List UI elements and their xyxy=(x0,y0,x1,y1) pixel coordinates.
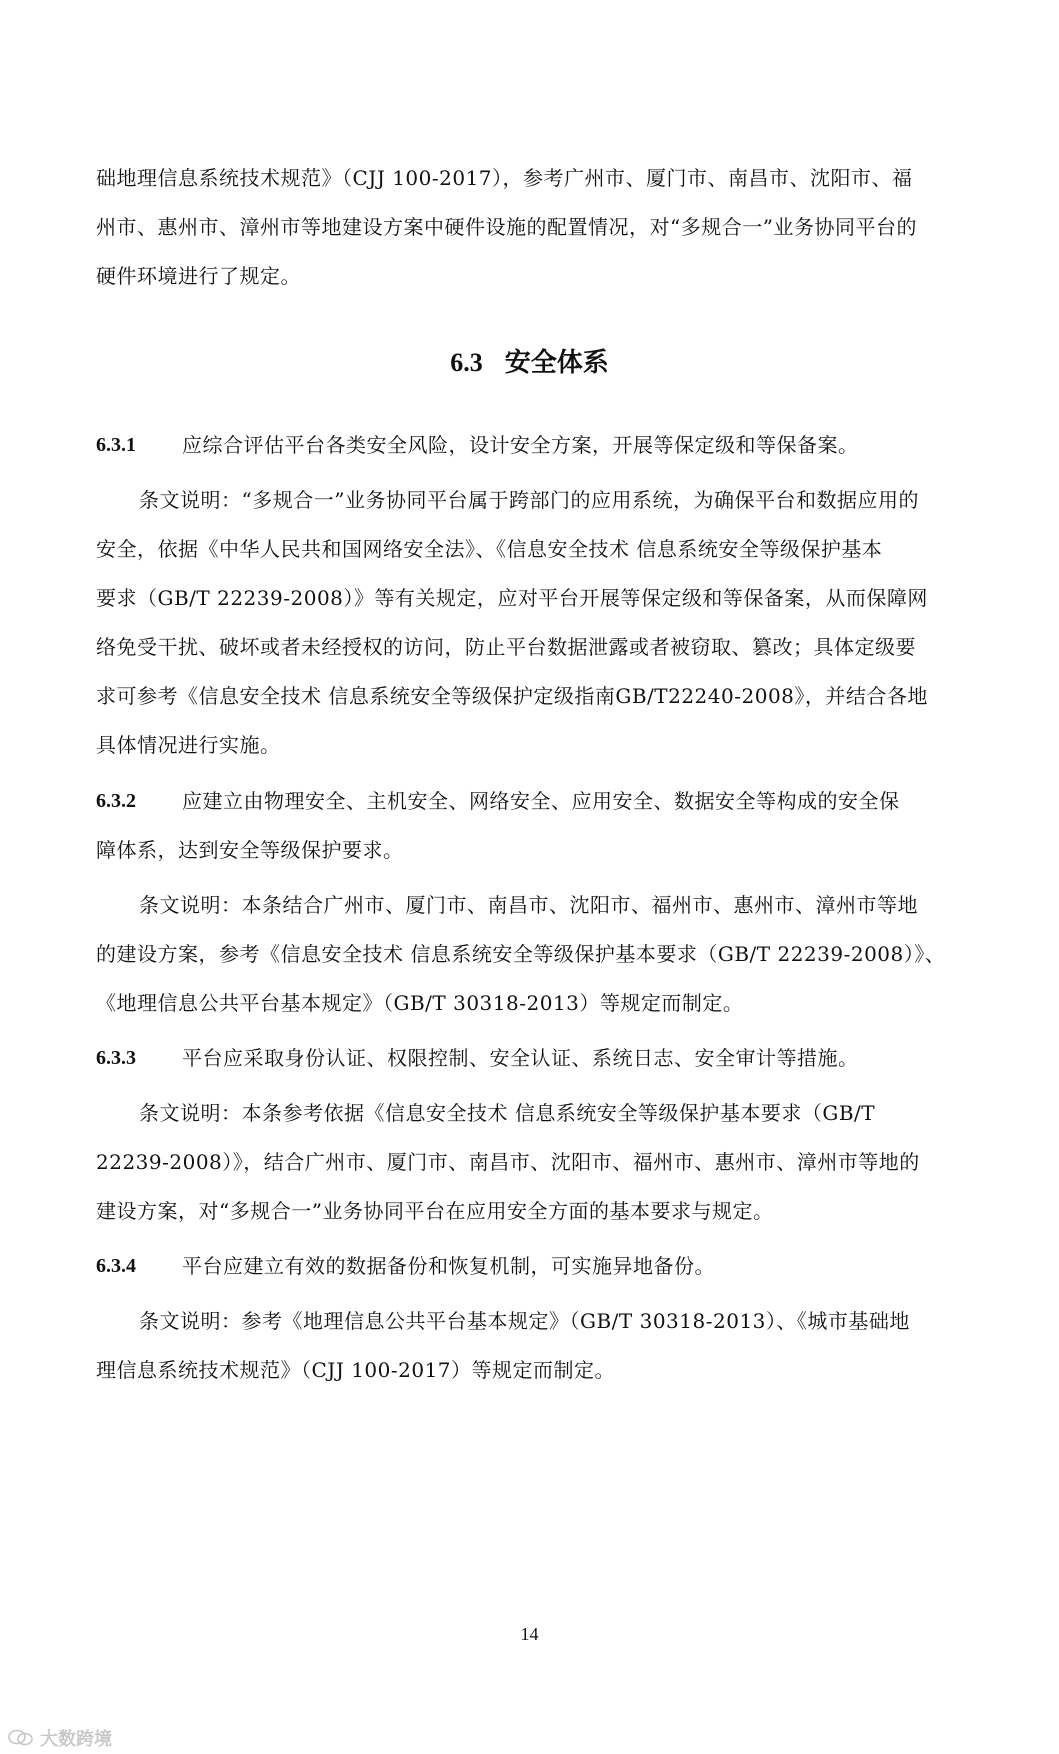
intro-line: 州市、惠州市、漳州市等地建设方案中硬件设施的配置情况，对“多规合一”业务协同平台的 xyxy=(96,215,917,239)
section-title: 安全体系 xyxy=(504,348,609,378)
clause-text: 应建立由物理安全、主机安全、网络安全、应用安全、数据安全等构成的安全保 xyxy=(182,789,900,813)
watermark xyxy=(8,1726,112,1750)
page-number: 14 xyxy=(520,1624,539,1644)
explanation-line: 络免受干扰、破坏或者未经授权的访问，防止平台数据泄露或者被窃取、篡改；具体定级要 xyxy=(96,635,916,659)
clause-text: 障体系，达到安全等级保护要求。 xyxy=(96,838,404,862)
explanation-line: 安全，依据《中华人民共和国网络安全法》、《信息安全技术 信息系统安全等级保护基本 xyxy=(96,537,883,561)
clause-number: 6.3.1 xyxy=(96,434,136,456)
explanation-line: 要求（GB/T 22239-2008）》等有关规定，应对平台开展等保定级和等保备案，从而保障网 xyxy=(96,586,928,610)
explanation-line: 条文说明：“多规合一”业务协同平台属于跨部门的应用系统，为确保平台和数据应用的 xyxy=(139,488,919,512)
explanation-line: 建设方案，对“多规合一”业务协同平台在应用安全方面的基本要求与规定。 xyxy=(96,1199,774,1223)
explanation-line: 22239-2008）》，结合广州市、厦门市、南昌市、沈阳市、福州市、惠州市、漳州市等地的 xyxy=(96,1150,920,1174)
section-number: 6.3 xyxy=(450,348,483,377)
clause-text: 平台应采取身份认证、权限控制、安全认证、系统日志、安全审计等措施。 xyxy=(182,1046,859,1070)
clause-number: 6.3.2 xyxy=(96,790,136,812)
explanation-line: 具体情况进行实施。 xyxy=(96,733,281,757)
intro-line: 硬件环境进行了规定。 xyxy=(96,264,301,288)
explanation-line: 求可参考《信息安全技术 信息系统安全等级保护定级指南GB/T22240-2008》，并结合各地 xyxy=(96,684,928,708)
clause-number: 6.3.4 xyxy=(96,1255,136,1277)
explanation-line: 《地理信息公共平台基本规定》（GB/T 30318-2013）等规定而制定。 xyxy=(96,991,744,1015)
clause-text: 平台应建立有效的数据备份和恢复机制，可实施异地备份。 xyxy=(182,1254,715,1278)
intro-line: 础地理信息系统技术规范》（CJJ 100-2017），参考广州市、厦门市、南昌市、沈阳市、福 xyxy=(96,166,913,190)
clause-number: 6.3.3 xyxy=(96,1047,136,1069)
chat-bubble-logo-icon xyxy=(8,1728,34,1748)
explanation-line: 条文说明：本条结合广州市、厦门市、南昌市、沈阳市、福州市、惠州市、漳州市等地 xyxy=(139,893,918,917)
explanation-line: 条文说明：参考《地理信息公共平台基本规定》（GB/T 30318-2013）、《城市基础地 xyxy=(139,1309,910,1333)
clause-text: 应综合评估平台各类安全风险，设计安全方案，开展等保定级和等保备案。 xyxy=(182,433,859,457)
explanation-line: 条文说明：本条参考依据《信息安全技术 信息系统安全等级保护基本要求（GB/T xyxy=(139,1101,876,1125)
section-heading xyxy=(0,345,1059,381)
explanation-line: 的建设方案，参考《信息安全技术 信息系统安全等级保护基本要求（GB/T 22239-2008）》、 xyxy=(96,942,946,966)
watermark-text: 大数跨境 xyxy=(40,1729,112,1750)
explanation-line: 理信息系统技术规范》（CJJ 100-2017）等规定而制定。 xyxy=(96,1358,616,1382)
